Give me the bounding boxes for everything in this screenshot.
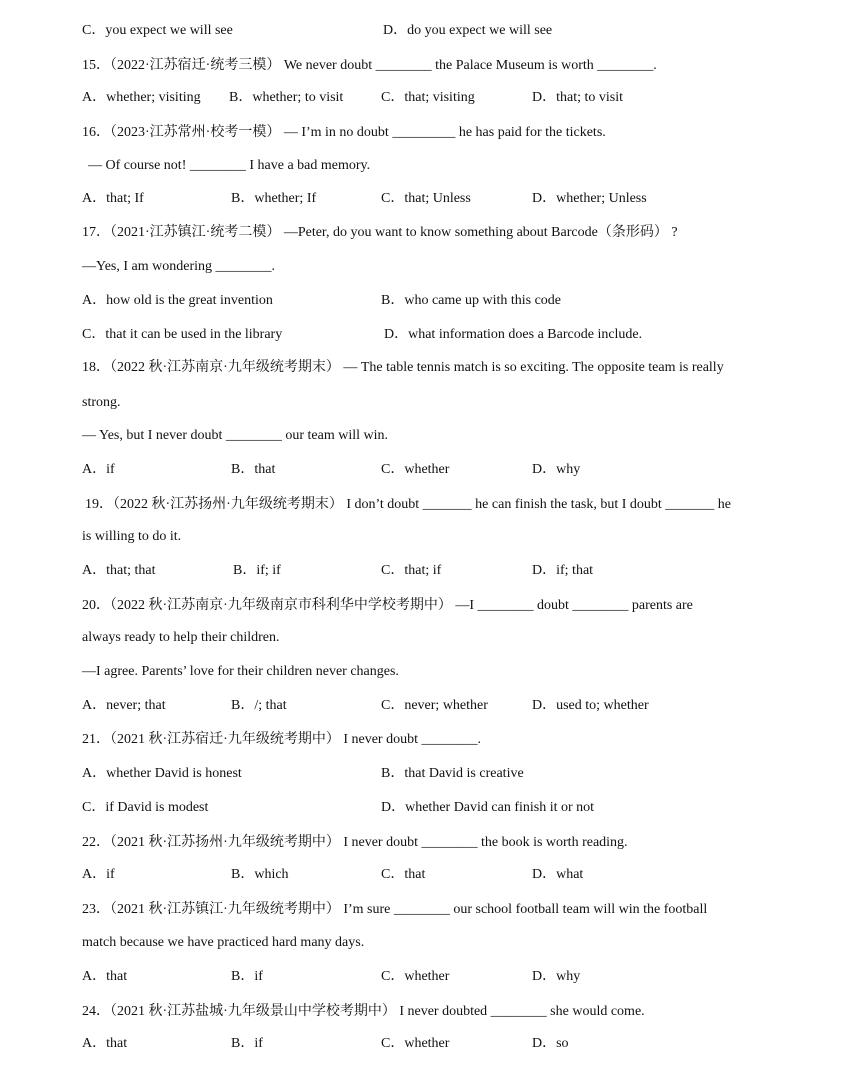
option-b: B．who came up with this code	[381, 293, 562, 308]
question-21-stem: 21．（2021 秋·江苏宿迁·九年级统考期中） I never doubt ________.	[82, 732, 481, 747]
option-c: C．whether	[381, 969, 450, 984]
question-18-stem: 18．（2022 秋·江苏南京·九年级统考期末） — The table tennis match is so exciting. The opposite team is really	[82, 360, 724, 375]
option-d: D．what information does a Barcode include.	[384, 327, 643, 342]
question-20-stem-cont: always ready to help their children.	[82, 630, 280, 645]
question-15-stem: 15．（2022·江苏宿迁·统考三模） We never doubt ________ the Palace Museum is worth ________.	[82, 58, 657, 73]
option-c: C．that it can be used in the library	[82, 327, 283, 342]
option-d: D．that; to visit	[532, 90, 623, 105]
option-b: B．whether; to visit	[229, 90, 344, 105]
option-d: D．why	[532, 462, 581, 477]
option-d: D．do you expect we will see	[383, 23, 553, 38]
question-16-reply: — Of course not! ________ I have a bad memory.	[88, 158, 371, 173]
option-a: A．whether; visiting	[82, 90, 201, 105]
option-c: C．never; whether	[381, 698, 488, 713]
option-a: A．that; If	[82, 191, 144, 206]
option-d: D．if; that	[532, 563, 594, 578]
question-20-reply: —I agree. Parents’ love for their children never changes.	[82, 664, 399, 679]
question-17-stem: 17．（2021·江苏镇江·统考二模） —Peter, do you want to know something about Barcode（条形码） ?	[82, 225, 678, 240]
option-d: D．whether David can finish it or not	[381, 800, 595, 815]
question-17-reply: —Yes, I am wondering ________.	[82, 259, 276, 274]
option-b: B．whether; If	[231, 191, 317, 206]
option-a: A．that	[82, 1036, 128, 1051]
question-22-stem: 22．（2021 秋·江苏扬州·九年级统考期中） I never doubt ________ the book is worth reading.	[82, 835, 628, 850]
option-b: B．/; that	[231, 698, 287, 713]
question-24-stem: 24．（2021 秋·江苏盐城·九年级景山中学校考期中） I never doubted ________ she would come.	[82, 1004, 645, 1019]
question-19-stem: 19．（2022 秋·江苏扬州·九年级统考期末） I don’t doubt _______ he can finish the task, but I doubt _______ he	[85, 497, 732, 512]
question-19-stem-cont: is willing to do it.	[82, 529, 182, 544]
option-c: C．that; if	[381, 563, 442, 578]
option-c: C．that; Unless	[381, 191, 471, 206]
question-20-stem: 20．（2022 秋·江苏南京·九年级南京市科利华中学校考期中） —I ________ doubt ________ parents are	[82, 598, 693, 613]
option-b: B．that	[231, 462, 276, 477]
option-c: C．whether	[381, 1036, 450, 1051]
option-b: B．which	[231, 867, 289, 882]
question-18-reply: — Yes, but I never doubt ________ our team will win.	[82, 428, 389, 443]
option-d: D．whether; Unless	[532, 191, 647, 206]
option-a: A．whether David is honest	[82, 766, 242, 781]
option-b: B．if	[231, 1036, 263, 1051]
option-a: A．that	[82, 969, 128, 984]
option-b: B．if	[231, 969, 263, 984]
question-23-stem: 23．（2021 秋·江苏镇江·九年级统考期中） I’m sure ________ our school football team will win the football	[82, 902, 708, 917]
option-c: C．that	[381, 867, 426, 882]
option-c: C．whether	[381, 462, 450, 477]
option-c: C．you expect we will see	[82, 23, 233, 38]
question-18-stem-cont: strong.	[82, 395, 121, 410]
option-d: D．what	[532, 867, 584, 882]
option-a: A．if	[82, 462, 115, 477]
option-b: B．that David is creative	[381, 766, 524, 781]
option-a: A．never; that	[82, 698, 166, 713]
option-a: A．that; that	[82, 563, 156, 578]
option-d: D．why	[532, 969, 581, 984]
question-23-stem-cont: match because we have practiced hard many days.	[82, 935, 365, 950]
option-c: C．that; visiting	[381, 90, 475, 105]
option-c: C．if David is modest	[82, 800, 209, 815]
option-d: D．so	[532, 1036, 569, 1051]
option-a: A．if	[82, 867, 115, 882]
question-16-stem: 16．（2023·江苏常州·校考一模） — I’m in no doubt _________ he has paid for the tickets.	[82, 125, 606, 140]
option-b: B．if; if	[233, 563, 281, 578]
option-d: D．used to; whether	[532, 698, 649, 713]
option-a: A．how old is the great invention	[82, 293, 273, 308]
